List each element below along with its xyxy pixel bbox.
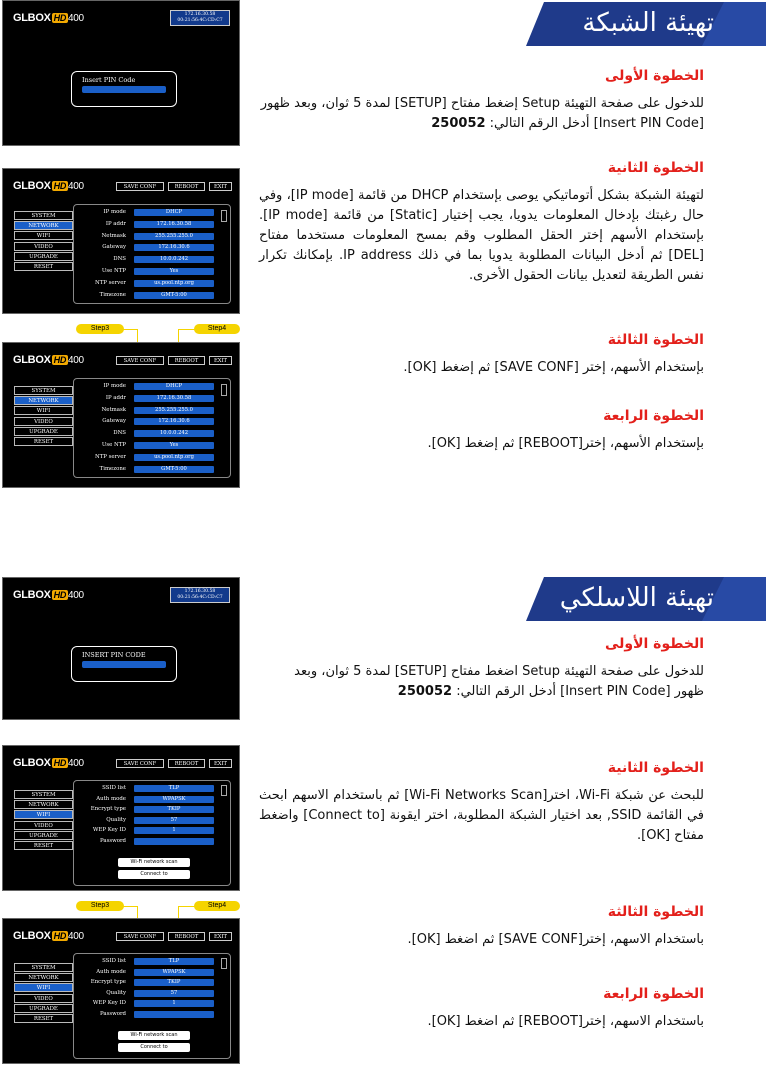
setting-label: Timezone [99, 291, 126, 298]
setting-label: IP addr [105, 394, 126, 401]
glbox-logo: GLBOX HD 400 [13, 180, 84, 192]
network-step2-text: لتهيئة الشبكة بشكل أتوماتيكي يوصى بإستخدام DHCP من قائمة [IP mode]، وفي حال رغبتك بإدخال المعلومات يدويا، يجب إختيار [Static] من قائمة [IP mode]. بإستخدام الأسهم إختر الحقل المطلوب وقم بمسح المعلومات مستخدما مفتاح [DEL] ثم أدخل البيانات المطلوبة يدويا بما في ذلك IP address. بإمكانك تكرار نفس الطريقة لتعديل بيانات الحقول الأخرى. [259, 188, 705, 283]
pin-input[interactable] [82, 661, 166, 668]
side-menu [14, 790, 73, 851]
setting-label: Use NTP [101, 442, 126, 448]
side-menu [14, 963, 73, 1024]
glbox-logo: GLBOX HD 400 [13, 930, 84, 942]
screen-network-pin [2, 0, 240, 146]
pin-input[interactable] [82, 86, 166, 93]
menu-wifi[interactable]: WIFI [14, 810, 73, 819]
network-banner [526, 2, 766, 46]
setting-value[interactable]: 1 [134, 827, 214, 834]
menu-reset[interactable]: RESET [14, 437, 73, 446]
wireless-step4-heading: الخطوة الرابعة [603, 986, 704, 1002]
wireless-step3-heading: الخطوة الثالثة [607, 904, 704, 920]
setting-row[interactable] [74, 794, 230, 805]
menu-network[interactable]: NETWORK [14, 396, 73, 405]
menu-video[interactable]: VIDEO [14, 994, 73, 1003]
setting-label: IP mode [103, 209, 126, 215]
setting-row[interactable] [74, 219, 230, 230]
menu-network[interactable]: NETWORK [14, 800, 73, 809]
banner-title: تهيئة الشبكة [582, 8, 714, 38]
setting-row[interactable] [74, 783, 230, 794]
setting-label: DNS [113, 430, 126, 437]
setting-label: Encrypt type [90, 979, 126, 986]
setting-label: NTP server [95, 453, 126, 460]
exit-button[interactable]: EXIT [209, 182, 232, 191]
menu-wifi[interactable]: WIFI [14, 406, 73, 415]
setting-value[interactable]: us.pool.ntp.org [134, 280, 214, 287]
network-step3-text: بإستخدام الأسهم، إختر [SAVE CONF] ثم إضغط [OK]. [403, 360, 704, 375]
setting-label: SSID list [102, 785, 126, 791]
connect-to-button[interactable]: Connect to [118, 870, 190, 879]
banner-title: تهيئة اللاسلكي [559, 583, 714, 613]
network-step3-heading: الخطوة الثالثة [607, 332, 704, 348]
setting-value[interactable]: 255.255.255.0 [134, 233, 214, 240]
save-conf-button[interactable]: SAVE CONF [116, 182, 164, 191]
setting-label: Auth mode [96, 795, 126, 802]
setting-row[interactable] [74, 440, 230, 451]
setting-value[interactable]: us.pool.ntp.org [134, 454, 214, 461]
setting-label: Auth mode [96, 968, 126, 975]
side-menu [14, 386, 73, 447]
setting-row[interactable] [74, 836, 230, 847]
setting-value[interactable]: GMT-5:00 [134, 466, 214, 473]
setting-label: Netmask [101, 406, 126, 413]
setting-value[interactable]: 172.16.30.58 [134, 221, 214, 228]
setting-value[interactable]: 172.16.30.6 [134, 418, 214, 425]
network-step4-heading: الخطوة الرابعة [603, 408, 704, 424]
setting-label: Use NTP [101, 268, 126, 274]
glbox-logo: GLBOX HD 400 [13, 589, 84, 601]
setting-value[interactable] [134, 838, 214, 845]
menu-upgrade[interactable]: UPGRADE [14, 252, 73, 261]
setting-value[interactable]: Yes [134, 442, 214, 449]
reboot-button[interactable]: REBOOT [168, 182, 205, 191]
setting-row[interactable] [74, 278, 230, 289]
wireless-banner [526, 577, 766, 621]
exit-button[interactable]: EXIT [209, 356, 232, 365]
setting-value[interactable]: Yes [134, 268, 214, 275]
setting-value[interactable]: DHCP [134, 209, 214, 216]
setting-row[interactable] [74, 1009, 230, 1020]
setting-label: NTP server [95, 279, 126, 286]
setting-value[interactable]: GMT-5:00 [134, 292, 214, 299]
setting-row[interactable] [74, 416, 230, 427]
setting-row[interactable] [74, 428, 230, 439]
setting-label: Timezone [99, 465, 126, 472]
setting-value[interactable]: 57 [134, 990, 214, 997]
setting-row[interactable] [74, 405, 230, 416]
side-menu [14, 211, 73, 272]
menu-wifi[interactable]: WIFI [14, 983, 73, 992]
save-conf-button[interactable]: SAVE CONF [116, 759, 164, 768]
menu-video[interactable]: VIDEO [14, 821, 73, 830]
menu-system[interactable]: SYSTEM [14, 963, 73, 972]
save-conf-button[interactable]: SAVE CONF [116, 356, 164, 365]
setting-row[interactable] [74, 815, 230, 826]
setting-row[interactable] [74, 254, 230, 265]
wireless-step2-heading: الخطوة الثانية [607, 760, 704, 776]
setting-label: IP mode [103, 383, 126, 389]
step3-tag: Step3 [76, 324, 124, 334]
setting-value[interactable]: TKIP [134, 979, 214, 986]
pin-label: INSERT PIN CODE [82, 651, 146, 659]
setting-value[interactable]: TLP [134, 958, 214, 965]
screen-wifi-save [2, 918, 240, 1064]
screen-wireless-pin [2, 577, 240, 720]
network-step1-heading: الخطوة الأولى [604, 68, 704, 84]
setting-label: WEP Key ID [92, 827, 126, 834]
setting-value[interactable]: 172.16.30.6 [134, 244, 214, 251]
save-conf-button[interactable]: SAVE CONF [116, 932, 164, 941]
setting-row[interactable] [74, 967, 230, 978]
setting-value[interactable] [134, 1011, 214, 1018]
network-panel [73, 204, 231, 304]
setting-row[interactable] [74, 998, 230, 1009]
menu-network[interactable]: NETWORK [14, 973, 73, 982]
setting-value[interactable]: WPAPSK [134, 969, 214, 976]
setting-value[interactable]: 255.255.255.0 [134, 407, 214, 414]
setting-label: Quality [106, 816, 126, 823]
reboot-button[interactable]: REBOOT [168, 932, 205, 941]
setting-label: WEP Key ID [92, 1000, 126, 1007]
setting-value[interactable]: 172.16.30.58 [134, 395, 214, 402]
connect-to-button[interactable]: Connect to [118, 1043, 190, 1052]
setting-label: Encrypt type [90, 806, 126, 813]
setting-value[interactable]: 57 [134, 817, 214, 824]
step4-tag: Step4 [194, 901, 240, 911]
screen-network-save [2, 342, 240, 488]
screen-network-config [2, 168, 240, 314]
setting-label: IP addr [105, 220, 126, 227]
menu-wifi[interactable]: WIFI [14, 231, 73, 240]
menu-reset[interactable]: RESET [14, 841, 73, 850]
network-step1-text: للدخول على صفحة التهيئة Setup إضغط مفتاح [SETUP] لمدة 5 ثوان، وبعد ظهور [Insert PIN Code] أدخل الرقم التالي: 250052 [260, 96, 704, 131]
setting-value[interactable]: 1 [134, 1000, 214, 1007]
setting-row[interactable] [74, 266, 230, 277]
setting-value[interactable]: TKIP [134, 806, 214, 813]
setting-row[interactable] [74, 207, 230, 218]
screen-wifi-config [2, 745, 240, 891]
setting-row[interactable] [74, 381, 230, 392]
menu-system[interactable]: SYSTEM [14, 211, 73, 220]
reboot-button[interactable]: REBOOT [168, 356, 205, 365]
wireless-step3-text: باستخدام الاسهم، إختر[SAVE CONF] ثم اضغط [OK]. [407, 932, 704, 947]
setting-label: DNS [113, 256, 126, 263]
menu-upgrade[interactable]: UPGRADE [14, 831, 73, 840]
setting-row[interactable] [74, 825, 230, 836]
step4-tag: Step4 [194, 324, 240, 334]
glbox-logo: GLBOX HD 400 [13, 757, 84, 769]
pin-dialog[interactable] [71, 71, 177, 107]
wireless-step1-heading: الخطوة الأولى [604, 636, 704, 652]
setting-row[interactable] [74, 242, 230, 253]
exit-button[interactable]: EXIT [209, 759, 232, 768]
setting-value[interactable]: WPAPSK [134, 796, 214, 803]
setting-label: Netmask [101, 232, 126, 239]
wireless-step1-text: للدخول على صفحة التهيئة Setup اضغط مفتاح [SETUP] لمدة 5 ثوان، وبعد ظهور [Insert PIN Code] أدخل الرقم التالي: 250052 [294, 664, 704, 699]
menu-reset[interactable]: RESET [14, 262, 73, 271]
setting-row[interactable] [74, 464, 230, 475]
menu-video[interactable]: VIDEO [14, 242, 73, 251]
wireless-step4-text: باستخدام الاسهم، إختر[REBOOT] ثم اضغط [OK]. [427, 1014, 704, 1029]
network-step4-text: بإستخدام الأسهم، إختر[REBOOT] ثم إضغط [OK]. [427, 436, 704, 451]
wifi-panel [73, 780, 231, 886]
wifi-scan-button[interactable]: Wi-Fi network scan [118, 1031, 190, 1040]
reboot-button[interactable]: REBOOT [168, 759, 205, 768]
menu-upgrade[interactable]: UPGRADE [14, 1004, 73, 1013]
menu-upgrade[interactable]: UPGRADE [14, 427, 73, 436]
setting-value[interactable]: 10.0.0.242 [134, 430, 214, 437]
setting-row[interactable] [74, 804, 230, 815]
menu-system[interactable]: SYSTEM [14, 790, 73, 799]
network-panel [73, 378, 231, 478]
menu-system[interactable]: SYSTEM [14, 386, 73, 395]
setting-row[interactable] [74, 290, 230, 301]
wireless-step2-text: للبحث عن شبكة Wi-Fi، اختر[Wi-Fi Networks Scan] ثم باستخدام الاسهم ابحث في القائمة SSID, بعد اختيار الشبكة المطلوبة، اختر ايقونة [Connect to] واضغط مفتاح [OK]. [259, 788, 705, 843]
exit-button[interactable]: EXIT [209, 932, 232, 941]
setting-row[interactable] [74, 231, 230, 242]
ip-mac-box: 172.16.30.58 00:21:56:4C:CD:C7 [170, 10, 230, 26]
setting-label: Gateway [102, 244, 126, 251]
setting-row[interactable] [74, 988, 230, 999]
setting-value[interactable]: DHCP [134, 383, 214, 390]
setting-row[interactable] [74, 977, 230, 988]
setting-value[interactable]: 10.0.0.242 [134, 256, 214, 263]
wifi-scan-button[interactable]: Wi-Fi network scan [118, 858, 190, 867]
setting-row[interactable] [74, 956, 230, 967]
glbox-logo: GLBOX HD 400 [13, 354, 84, 366]
setting-row[interactable] [74, 393, 230, 404]
menu-reset[interactable]: RESET [14, 1014, 73, 1023]
wifi-panel [73, 953, 231, 1059]
ip-mac-box: 172.16.30.58 00:21:56:4C:CD:C7 [170, 587, 230, 603]
setting-row[interactable] [74, 452, 230, 463]
setting-label: Password [99, 838, 126, 844]
menu-video[interactable]: VIDEO [14, 417, 73, 426]
setting-label: Gateway [102, 418, 126, 425]
pin-label: Insert PIN Code [82, 76, 136, 84]
pin-dialog[interactable] [71, 646, 177, 682]
setting-label: SSID list [102, 958, 126, 964]
setting-label: Quality [106, 989, 126, 996]
setting-value[interactable]: TLP [134, 785, 214, 792]
setting-label: Password [99, 1011, 126, 1017]
step3-tag: Step3 [76, 901, 124, 911]
glbox-logo: GLBOX HD 400 [13, 12, 84, 24]
menu-network[interactable]: NETWORK [14, 221, 73, 230]
network-step2-heading: الخطوة الثانية [607, 160, 704, 176]
